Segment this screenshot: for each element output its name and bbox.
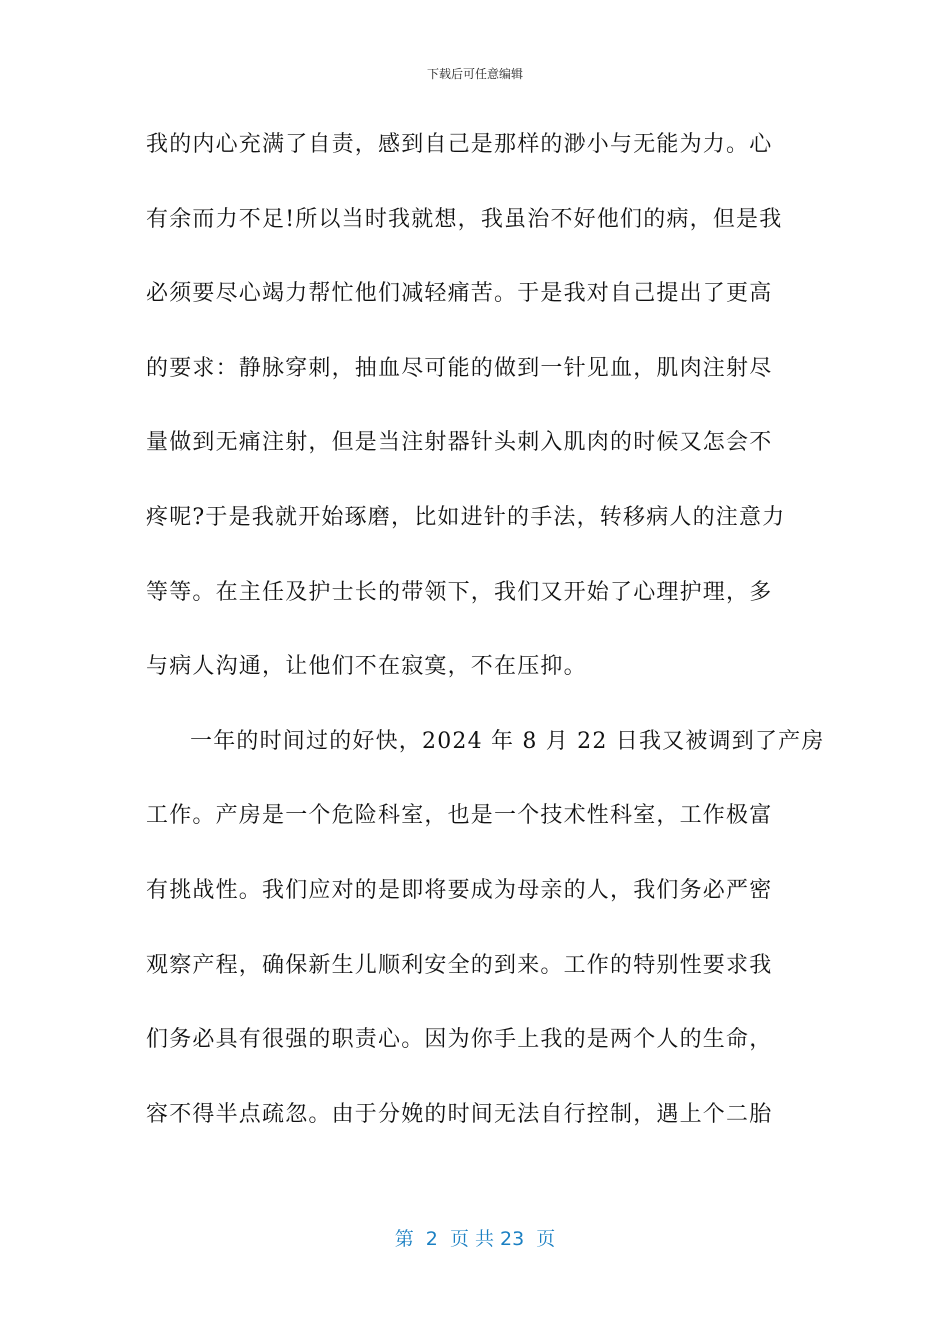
text-line: 有余而力不足!所以当时我就想，我虽治不好他们的病，但是我: [146, 206, 783, 232]
text-line: 与病人沟通，让他们不在寂寞，不在压抑。: [146, 654, 587, 680]
text-line: 观察产程，确保新生儿顺利安全的到来。工作的特别性要求我: [146, 952, 773, 978]
document-body: [146, 122, 825, 1166]
text-line: 等等。在主任及护士长的带领下，我们又开始了心理护理，多: [146, 579, 773, 605]
page-number-footer: 第 2 页 共 23 页: [394, 1228, 556, 1250]
text-line: 必须要尽心竭力帮忙他们减轻痛苦。于是我对自己提出了更高: [146, 281, 773, 307]
paragraph-start-line: 一年的时间过的好快，2024 年 8 月 22 日我又被调到了产房: [190, 728, 825, 754]
text-line: 工作。产房是一个危险科室，也是一个技术性科室，工作极富: [146, 803, 773, 829]
page-header: 下载后可任意编辑: [426, 67, 523, 81]
text-line: 量做到无痛注射，但是当注射器针头刺入肌肉的时候又怎会不: [146, 430, 773, 456]
text-line: 有挑战性。我们应对的是即将要成为母亲的人，我们务必严密: [146, 877, 773, 903]
text-line: 容不得半点疏忽。由于分娩的时间无法自行控制，遇上个二胎: [146, 1101, 773, 1127]
text-line: 疼呢?于是我就开始琢磨，比如进针的手法，转移病人的注意力: [146, 504, 786, 530]
text-line: 的要求：静脉穿刺，抽血尽可能的做到一针见血，肌肉注射尽: [146, 355, 773, 381]
text-line: 们务必具有很强的职责心。因为你手上我的是两个人的生命，: [146, 1027, 773, 1053]
text-line: 我的内心充满了自责，感到自己是那样的渺小与无能为力。心: [146, 132, 773, 157]
